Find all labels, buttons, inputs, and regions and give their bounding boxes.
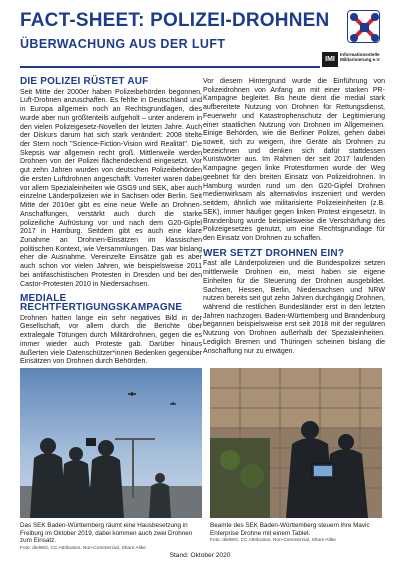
drone-logo-icon xyxy=(347,10,380,43)
section-heading-polizei-ruestet-auf: DIE POLIZEI RÜSTET AUF xyxy=(20,76,149,87)
imi-logo-text: Informationsstelle Militarisierung e.V. xyxy=(340,52,381,63)
imi-mark: IMI xyxy=(322,52,338,67)
right-column xyxy=(203,78,385,356)
photo-caption-right-text: Beamte des SEK Baden-Württemberg steuern ihre Mavic Enterprise Drohne mit einem Tablet. xyxy=(210,522,370,537)
left-column xyxy=(20,78,202,367)
photo-credit-right: Foto: dielWG, CC Attribution, Non-Commercial, Share Alike xyxy=(210,538,336,544)
page-header xyxy=(20,10,380,72)
photo-caption-right xyxy=(210,522,382,544)
section-heading-wer-setzt-drohnen-ein: WER SETZT DROHNEN EIN? xyxy=(203,247,345,259)
photo-credit-left: Foto: dielWG, CC Attribution, Non-Commercial, Share Alike xyxy=(20,545,146,551)
section-text-rechtfertigungskampagne-cont: Vor diesem Hintergrund wurde die Einführung von Polizeidrohnen von Anfang an mit einer starken PR-Kampagne begleitet. Bis heute dient die medial stark aufbereitete Nutzung von Drohnen für Rettungsdienst, Feuerwehr und Katastrophenschutz der Legitimierung einer staatlichen Nutzung von Drohnen im Allgemeinen. Einige Behörden, wie die Berliner Polizei, gehen dabei soweit, sich zu weigern, ihre Geräte als Drohnen zu bezeichnen und denken sich dafür stattdessen Kunstwörter aus. Im Rahmen der seit 2017 laufenden Kampagne gegen linke Protestformen wurde der Weg geebnet für den breiten Einsatz von Polizeidrohnen. In Hamburg wurden rund um den G20-Gipfel Drohnen medienwirksam als alternativlos inszeniert und werden seitdem, ähnlich wie militarisierte Polizeieinheiten (z.B. SEK), immer häufiger gegen linken Protest eingesetzt. In Brandenburg wurde beispielsweise die Verschärfung des Polizeigesetzes genutzt, um eine Rechtsgrundlage für den Einsatz von Drohnen zu schaffen. xyxy=(203,78,385,242)
page-title: FACT-SHEET: POLIZEI-DROHNEN xyxy=(20,10,330,31)
section-text-wer-setzt-drohnen-ein: Fast alle Länderpolizeien und die Bundespolizei setzen mittlerweile Drohnen ein, meist haben sie eigene Einheiten für die Steuerung der Drohnen ausgebildet. Sachsen, Hessen, Berlin, Niedersachsen und NRW nutzen bereits seit gut zehn Jahren durchgängig Drohnen, während die restlichen Bundesländer erst in den letzten Jahren nachzogen. Baden-Württemberg und Brandenburg begannen beispielsweise erst seit 2018 mit der regulären Nutzung von Drohnen außerhalb der Spezialeinheiten. Lediglich Bremen und Thüringen scheinen bislang die Anschaffung nur zu erwägen. xyxy=(203,260,385,355)
section-text-polizei-ruestet-auf: Seit Mitte der 2000er haben Polizeibehörden begonnen, Luft-Drohnen anzuschaffen. Es fehlte in Deutschland und in Europa allgemein noch an Rechtsgrundlagen, dies wurde aber nun größtenteils aufgeholt – unter anderem in den vielen Polizeigesetz-Novellen der letzten Jahre. Auch der Diskurs darum hat sich stark verändert: 2008 titelte der Stern noch "Science-Fiction-Vision wird Realität". Die Skepsis war allgemein recht groß. Mittlerweile werden Drohnen von der Polizei flächendeckend eingesetzt. Vor gut zehn Jahren wurden von deutschen Polizeibehörden die ersten Luftdrohnen angeschafft. Vorreiter waren dabei vor allem Spezialeinheiten wie GSG9 und SEK, aber auch einzelne Länderpolizeien wie in Sachsen oder Berlin. Seit Mitte der 2010er gibt es eine neue Welle an Drohnen-Anschaffungen, verstärkt auch durch die starke polizeiliche Aufrüstung vor und nach dem G20-Gipfel 2017 in Hamburg. Seitdem gibt es auch eine klare Zunahme an Drohnen-Einsätzen im klassischen politischen Kontext, wie Versammlungen. Das war bislang eher die Ausnahme. Vereinzelte Einsätze gab es aber auch schon vor vielen Jahren, wie beispielsweise 2011 bei antifaschistischen Protesten in Dresden und bei den Castor-Protesten 2010 in Niedersachsen. xyxy=(20,88,202,288)
photo-sek-drone-tablet xyxy=(210,368,382,518)
photo-sek-house-eviction xyxy=(20,368,202,518)
footer-date: Stand: Oktober 2020 xyxy=(169,552,231,559)
photo-caption-left xyxy=(20,522,202,552)
imi-logo-icon xyxy=(322,50,380,70)
section-text-rechtfertigungskampagne: Drohnen hatten lange ein sehr negatives Bild in der Gesellschaft, vor allem durch die Berichte über extralegale Tötungen durch Militärdrohnen, gegen die es immer wieder auch Proteste gab. Darüber hinaus äußerten viele Datenschützer*innen Bedenken gegenüber Einsätzen von Drohnen durch Behörden. xyxy=(20,314,202,366)
section-heading-rechtfertigungskampagne: MEDIALE RECHTFERTIGUNGSKAMPAGNE xyxy=(20,293,183,313)
page-subtitle: ÜBERWACHUNG AUS DER LUFT xyxy=(20,37,226,51)
photo-caption-left-text: Das SEK Baden-Württemberg räumt eine Hausbesetzung in Freiburg im Oktober 2019, dabei kommen auch zwei Drohnen zum Einsatz. xyxy=(20,522,193,545)
title-underline xyxy=(20,66,320,68)
